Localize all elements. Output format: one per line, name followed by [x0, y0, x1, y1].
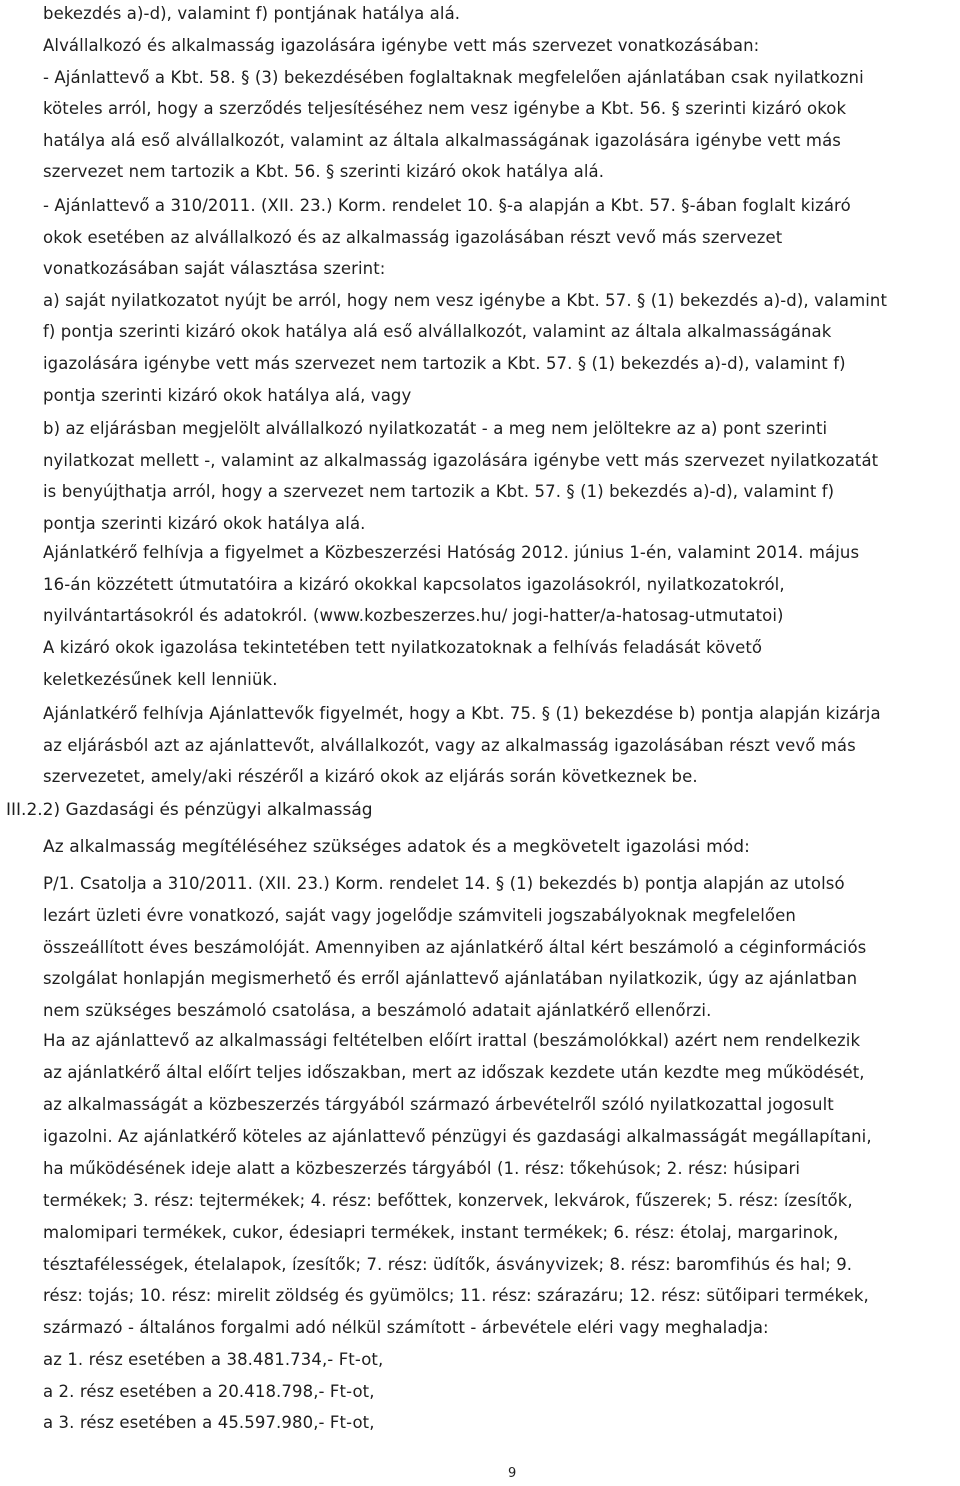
text-line: igazolni. Az ajánlatkérő köteles az ajánlattevő pénzügyi és gazdasági alkalmasságát megállapítani, [43, 1127, 872, 1146]
text-line: Ajánlatkérő felhívja a figyelmet a Közbeszerzési Hatóság 2012. június 1-én, valamint 2014. május [43, 543, 860, 562]
text-line: az alkalmasságát a közbeszerzés tárgyából származó árbevételről szóló nyilatkozattal jogosult [43, 1095, 834, 1114]
text-line: P/1. Csatolja a 310/2011. (XII. 23.) Korm. rendelet 14. § (1) bekezdés b) pontja alapján az utolsó [43, 874, 845, 893]
text-line: Ha az ajánlattevő az alkalmassági feltételben előírt irattal (beszámolókkal) azért nem rendelkezik [43, 1031, 861, 1050]
text-line: ha működésének ideje alatt a közbeszerzés tárgyából (1. rész: tőkehúsok; 2. rész: húsipari [43, 1159, 801, 1178]
text-line: lezárt üzleti évre vonatkozó, saját vagy jogelődje számviteli jogszabályoknak megfelelően [43, 906, 796, 925]
text-line: 16-án közzétett útmutatóira a kizáró okokkal kapcsolatos igazolásokról, nyilatkozatokról, [43, 575, 785, 594]
text-line: szolgálat honlapján megismerhető és erről ajánlattevő ajánlatában nyilatkozik, úgy az ajánlatban [43, 969, 858, 988]
text-line: köteles arról, hogy a szerződés teljesítéséhez nem vesz igénybe a Kbt. 56. § szerinti kizáró okok [43, 99, 847, 118]
text-line: nem szükséges beszámoló csatolása, a beszámoló adatait ajánlatkérő ellenőrzi. [43, 1001, 712, 1020]
text-line: nyilatkozat mellett -, valamint az alkalmasság igazolására igénybe vett más szervezet nyilatkozatát [43, 451, 879, 470]
text-line: hatálya alá eső alvállalkozót, valamint az általa alkalmasságának igazolására igénybe vett más [43, 131, 841, 150]
text-line: f) pontja szerinti kizáró okok hatálya alá eső alvállalkozót, valamint az általa alkalmasságának [43, 322, 832, 341]
text-line: Alvállalkozó és alkalmasság igazolására igénybe vett más szervezet vonatkozásában: [43, 36, 760, 55]
text-line: szervezetet, amely/aki részéről a kizáró okok az eljárás során következnek be. [43, 767, 698, 786]
text-line: tésztafélességek, ételalapok, ízesítők; 7. rész: üdítők, ásványvizek; 8. rész: baromfihús és hal; 9. [43, 1255, 853, 1274]
text-line: - Ajánlattevő a Kbt. 58. § (3) bekezdésében foglaltaknak megfelelően ajánlatában csak nyilatkozni [43, 68, 864, 87]
text-line: termékek; 3. rész: tejtermékek; 4. rész: befőttek, konzervek, lekvárok, fűszerek; 5. rész: ízesítők, [43, 1191, 853, 1210]
page-number: 9 [508, 1466, 517, 1481]
text-line: pontja szerinti kizáró okok hatálya alá, vagy [43, 386, 412, 405]
text-line: a 2. rész esetében a 20.418.798,- Ft-ot, [43, 1382, 375, 1401]
text-line: az eljárásból azt az ajánlattevőt, alvállalkozót, vagy az alkalmasság igazolásában részt vevő más [43, 736, 856, 755]
text-line: okok esetében az alvállalkozó és az alkalmasság igazolásában részt vevő más szervezet [43, 228, 783, 247]
text-line: összeállított éves beszámolóját. Amennyiben az ajánlatkérő által kért beszámoló a céginformációs [43, 938, 867, 957]
text-line: származó - általános forgalmi adó nélkül számított - árbevétele eléri vagy meghaladja: [43, 1318, 769, 1337]
section-heading [6, 798, 373, 822]
text-line: nyilvántartásokról és adatokról. (www.kozbeszerzes.hu/ jogi-hatter/a-hatosag-utmutatoi) [43, 606, 784, 625]
text-line: bekezdés a)-d), valamint f) pontjának hatálya alá. [43, 4, 461, 23]
text-line: malomipari termékek, cukor, édesiapri termékek, instant termékek; 6. rész: étolaj, margarinok, [43, 1223, 839, 1242]
text-line: - Ajánlattevő a 310/2011. (XII. 23.) Korm. rendelet 10. §-a alapján a Kbt. 57. §-ában foglalt kizáró [43, 196, 851, 215]
text-line: a 3. rész esetében a 45.597.980,- Ft-ot, [43, 1413, 375, 1432]
text-line: pontja szerinti kizáró okok hatálya alá. [43, 514, 366, 533]
text-line: szervezet nem tartozik a Kbt. 56. § szerinti kizáró okok hatálya alá. [43, 162, 605, 181]
text-line: vonatkozásában saját választása szerint: [43, 259, 386, 278]
text-line: a) saját nyilatkozatot nyújt be arról, hogy nem vesz igénybe a Kbt. 57. § (1) bekezdés a)-d), valamint [43, 291, 888, 310]
subheading: Az alkalmasság megítéléséhez szükséges adatok és a megkövetelt igazolási mód: [43, 837, 750, 857]
text-line: is benyújthatja arról, hogy a szervezet nem tartozik a Kbt. 57. § (1) bekezdés a)-d), valamint f) [43, 482, 835, 501]
text-line: az 1. rész esetében a 38.481.734,- Ft-ot, [43, 1350, 384, 1369]
section-title: Gazdasági és pénzügyi alkalmasság [65, 800, 373, 820]
section-number: III.2.2) [6, 800, 61, 820]
text-line: b) az eljárásban megjelölt alvállalkozó nyilatkozatát - a meg nem jelöltekre az a) pont szerinti [43, 419, 828, 438]
text-line: Ajánlatkérő felhívja Ajánlattevők figyelmét, hogy a Kbt. 75. § (1) bekezdése b) pontja alapján kizárja [43, 704, 881, 723]
text-line: keletkezésűnek kell lenniük. [43, 670, 278, 689]
text-line: az ajánlatkérő által előírt teljes időszakban, mert az időszak kezdete után kezdte meg működését, [43, 1063, 865, 1082]
text-line: rész: tojás; 10. rész: mirelit zöldség és gyümölcs; 11. rész: szárazáru; 12. rész: sütőipari termékek, [43, 1286, 869, 1305]
text-line: A kizáró okok igazolása tekintetében tett nyilatkozatoknak a felhívás feladását követő [43, 638, 763, 657]
text-line: igazolására igénybe vett más szervezet nem tartozik a Kbt. 57. § (1) bekezdés a)-d), valamint f) [43, 354, 846, 373]
